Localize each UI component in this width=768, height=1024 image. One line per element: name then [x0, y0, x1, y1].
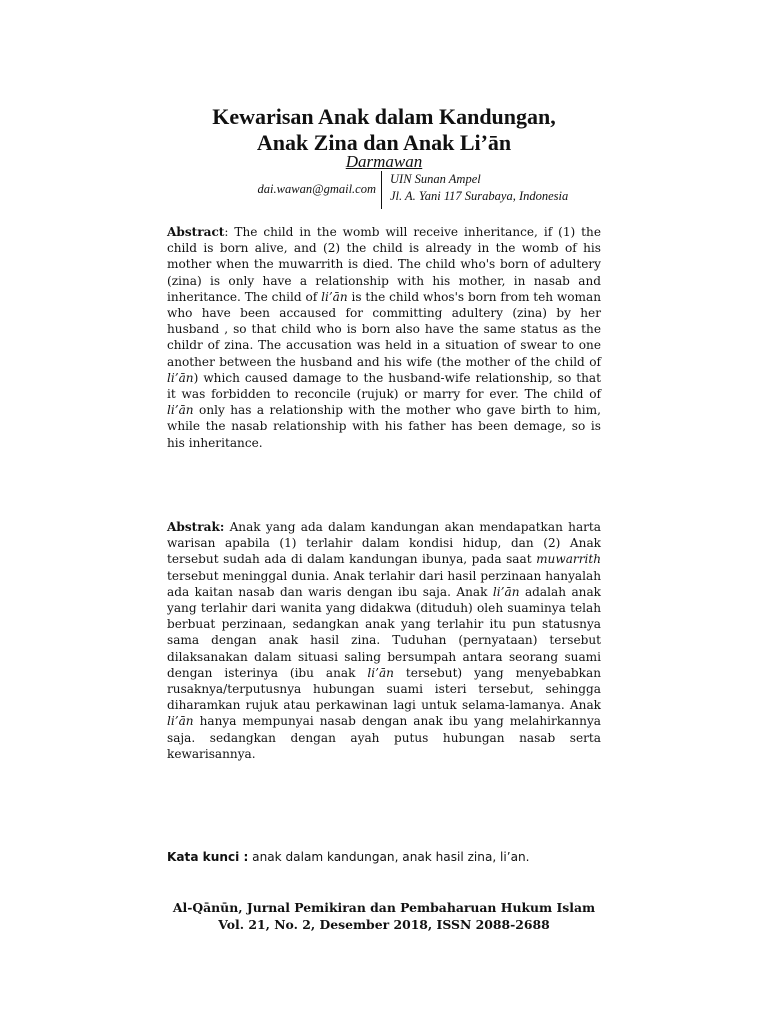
- abstract-term: li’ān: [167, 370, 194, 385]
- title-line-2: Anak Zina dan Anak Li’ān: [256, 130, 512, 155]
- abstrak-text: adalah anak yang terlahir dari wanita yang didakwa (dituduh) oleh suaminya telah berbuat perzinaan, sedangkan anak yang terlahir itu pun statusnya sama dengan anak hasil zina. Tuduhan (pernyataan) tersebut dilaksanakan dalam situasi saling bersumpah antara seorang suami dengan isterinya (ibu anak: [167, 584, 601, 680]
- keywords-text: anak dalam kandungan, anak hasil zina, li’an.: [248, 850, 530, 864]
- journal-issue: Vol. 21, No. 2, Desember 2018, ISSN 2088-2688: [218, 917, 550, 932]
- abstract-english: [167, 224, 601, 451]
- abstract-text: ) which caused damage to the husband-wife relationship, so that it was forbidden to reconcile (rujuk) or marry for ever. The child of: [167, 370, 601, 402]
- author-affiliation: [390, 171, 568, 205]
- paper-title: [0, 104, 768, 156]
- abstrak-text: tersebut meninggal dunia. Anak terlahir dari hasil perzinaan hanyalah ada kaitan nasab dan waris dengan ibu saja. Anak: [167, 568, 601, 599]
- author-email: dai.wawan@gmail.com: [257, 182, 376, 196]
- abstrak-term: li’ān: [367, 665, 394, 680]
- affiliation-divider: [381, 171, 382, 209]
- abstract-term: li’ān: [167, 403, 194, 418]
- abstract-text: only has a relationship with the mother who gave birth to him, while the nasab relationship with his father has been demage, so is his inheritance.: [167, 403, 601, 450]
- keywords: [167, 849, 601, 865]
- abstract-label: Abstract: [167, 225, 225, 239]
- abstrak-text: tersebut) yang menyebabkan rusaknya/terputusnya hubungan suami isteri tersebut, sehingga diharamkan rujuk atau perkawinan lagi untuk selama-lamanya. Anak: [167, 665, 601, 713]
- abstract-text: : The child in the womb will receive inheritance, if (1) the child is born alive, and (2) the child is already in the womb of his mother when the muwarrith is died. The child who's born of adultery (zina) is only have a relationship with his mother, in nasab and inheritance. The child of: [167, 225, 601, 304]
- abstrak-term: li’ān: [492, 584, 520, 599]
- abstrak-text: Anak yang ada dalam kandungan akan mendapatkan harta warisan apabila (1) terlahir dalam kondisi hidup, dan (2) Anak tersebut sudah ada di dalam kandungan ibunya, pada saat: [167, 520, 601, 567]
- abstract-text: is the child whos's born from teh woman who have been accaused for committing adultery (zina) by her husband , so that child who is born also have the same status as the childr of zina. The accusation was held in a situation of swear to one another between the husband and his wife (the mother of the child of: [167, 289, 602, 369]
- author-institution: UIN Sunan Ampel: [390, 172, 481, 186]
- abstrak-term: muwarrith: [536, 552, 601, 567]
- abstrak-label: Abstrak:: [167, 520, 225, 534]
- abstrak-text: hanya mempunyai nasab dengan anak ibu yang melahirkannya saja. sedangkan dengan ayah putus hubungan nasab serta kewarisannya.: [167, 714, 601, 761]
- abstract-indonesian: [167, 519, 601, 762]
- author-name: Darmawan: [345, 152, 423, 171]
- journal-footer: [0, 899, 768, 933]
- author-address: Jl. A. Yani 117 Surabaya, Indonesia: [390, 189, 569, 203]
- abstract-term: li’ān: [321, 289, 348, 304]
- abstrak-term: li’ān: [167, 714, 194, 729]
- title-line-1: Kewarisan Anak dalam Kandungan,: [212, 104, 556, 129]
- journal-name: Al-Qānūn, Jurnal Pemikiran dan Pembaharuan Hukum Islam: [172, 900, 596, 915]
- keywords-label: Kata kunci :: [167, 850, 249, 864]
